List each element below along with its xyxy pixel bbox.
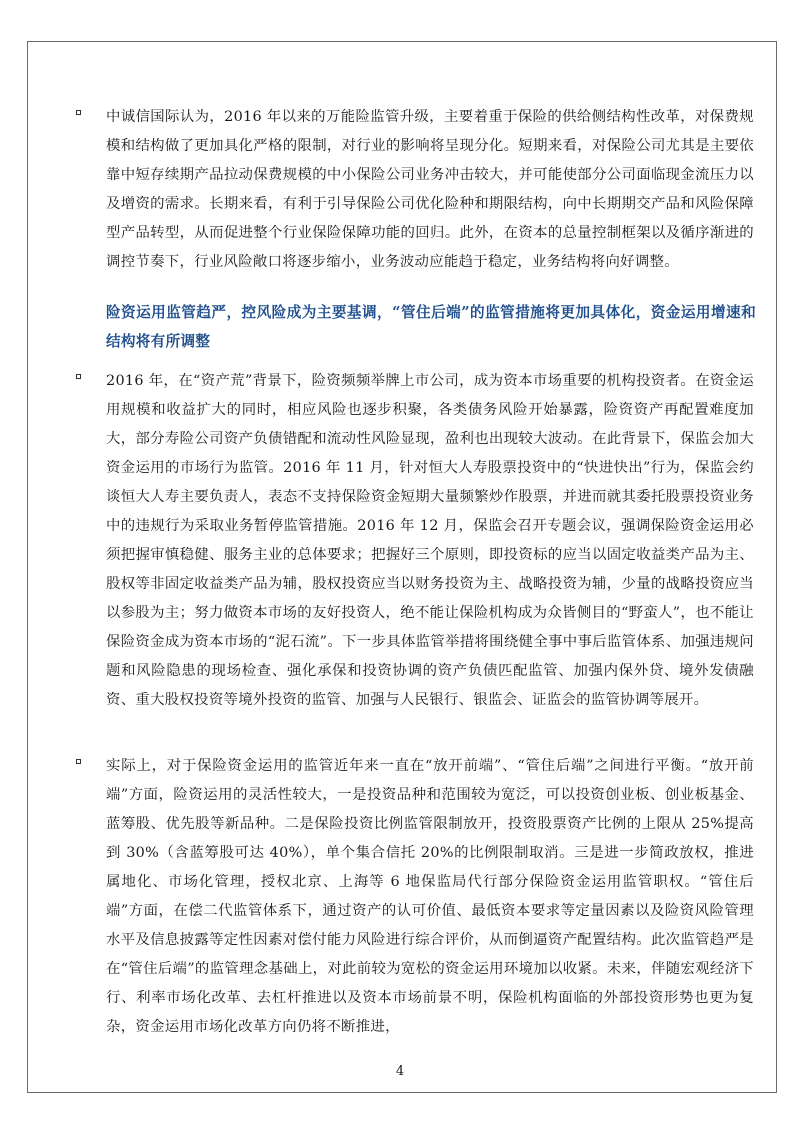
- square-bullet-icon: [76, 110, 81, 115]
- paragraph-2: 2016 年，在“资产荒”背景下，险资频频举牌上市公司，成为资本市场重要的机构投资者。在资金运用规模和收益扩大的同时，相应风险也逐步积聚，各类债务风险开始暴露，险资资产再配置难度加大，部分寿险公司资产负债错配和流动性风险显现，盈利也出现较大波动。在此背景下，保监会加大资金运用的市场行为监管。2016 年 11 月，针对恒大人寿股票投资中的“快进快出”行为，保监会约谈恒大人寿主要负责人，表态不支持保险资金短期大量频繁炒作股票，并进而就其委托股票投资业务中的违规行为采取业务暂停监管措施。2016 年 12 月，保监会召开专题会议，强调保险资金运用必须把握审慎稳健、服务主业的总体要求；把握好三个原则，即投资标的应当以固定收益类产品为主、股权等非固定收益类产品为辅，股权投资应当以财务投资为主、战略投资为辅，少量的战略投资应当以参股为主；努力做资本市场的友好投资人，绝不能让保险机构成为众皆侧目的“野蛮人”，也不能让保险资金成为资本市场的“泥石流”。下一步具体监管举措将围绕健全事中事后监管体系、加强违规问题和风险隐患的现场检查、强化承保和投资协调的资产负债匹配监管、加强内保外贷、境外发债融资、重大股权投资等境外投资的监管、加强与人民银行、银监会、证监会的监管协调等展开。: [106, 373, 754, 708]
- page-number: 4: [395, 1064, 405, 1079]
- square-bullet-icon: [76, 374, 81, 379]
- paragraph-3: 实际上，对于保险资金运用的监管近年来一直在“放开前端”、“管住后端”之间进行平衡。“放开前端”方面，险资运用的灵活性较大，一是投资品种和范围较为宽泛，可以投资创业板、创业板基金、蓝筹股、优先股等新品种。二是保险投资比例监管限制放开，投资股票资产比例的上限从 25%提高到 30%（含蓝筹股可达 40%），单个集合信托 20%的比例限制取消。三是进一步简政放权，推进属地化、市场化管理，授权北京、上海等 6 地保监局代行部分保险资金运用监管职权。“管住后端”方面，在偿二代监管体系下，通过资产的认可价值、最低资本要求等定量因素以及险资风险管理水平及信息披露等定性因素对偿付能力风险进行综合评价，从而倒逼资产配置结构。此次监管趋严是在“管住后端”的监管理念基础上，对此前较为宽松的资金运用环境加以收紧。未来，伴随宏观经济下行、利率市场化改革、去杠杆推进以及资本市场前景不明，保险机构面临的外部投资形势也更为复杂，资金运用市场化改革方向仍将不断推进，: [106, 758, 754, 1035]
- section-heading: 险资运用监管趋严，控风险成为主要基调，“管住后端”的监管措施将更加具体化，资金运用增速和结构将有所调整: [106, 304, 756, 350]
- paragraph-1: 中诚信国际认为，2016 年以来的万能险监管升级，主要着重于保险的供给侧结构性改革，对保费规模和结构做了更加具化严格的限制，对行业的影响将呈现分化。短期来看，对保险公司尤其是主要依靠中短存续期产品拉动保费规模的中小保险公司业务冲击较大，并可能使部分公司面临现金流压力以及增资的需求。长期来看，有利于引导保险公司优化险种和期限结构，向中长期期交产品和风险保障型产品转型，从而促进整个行业保险保障功能的回归。此外，在资本的总量控制框架以及循序渐进的调控节奏下，行业风险敞口将逐步缩小，业务波动应能趋于稳定，业务结构将向好调整。: [106, 109, 754, 270]
- square-bullet-icon: [76, 759, 81, 764]
